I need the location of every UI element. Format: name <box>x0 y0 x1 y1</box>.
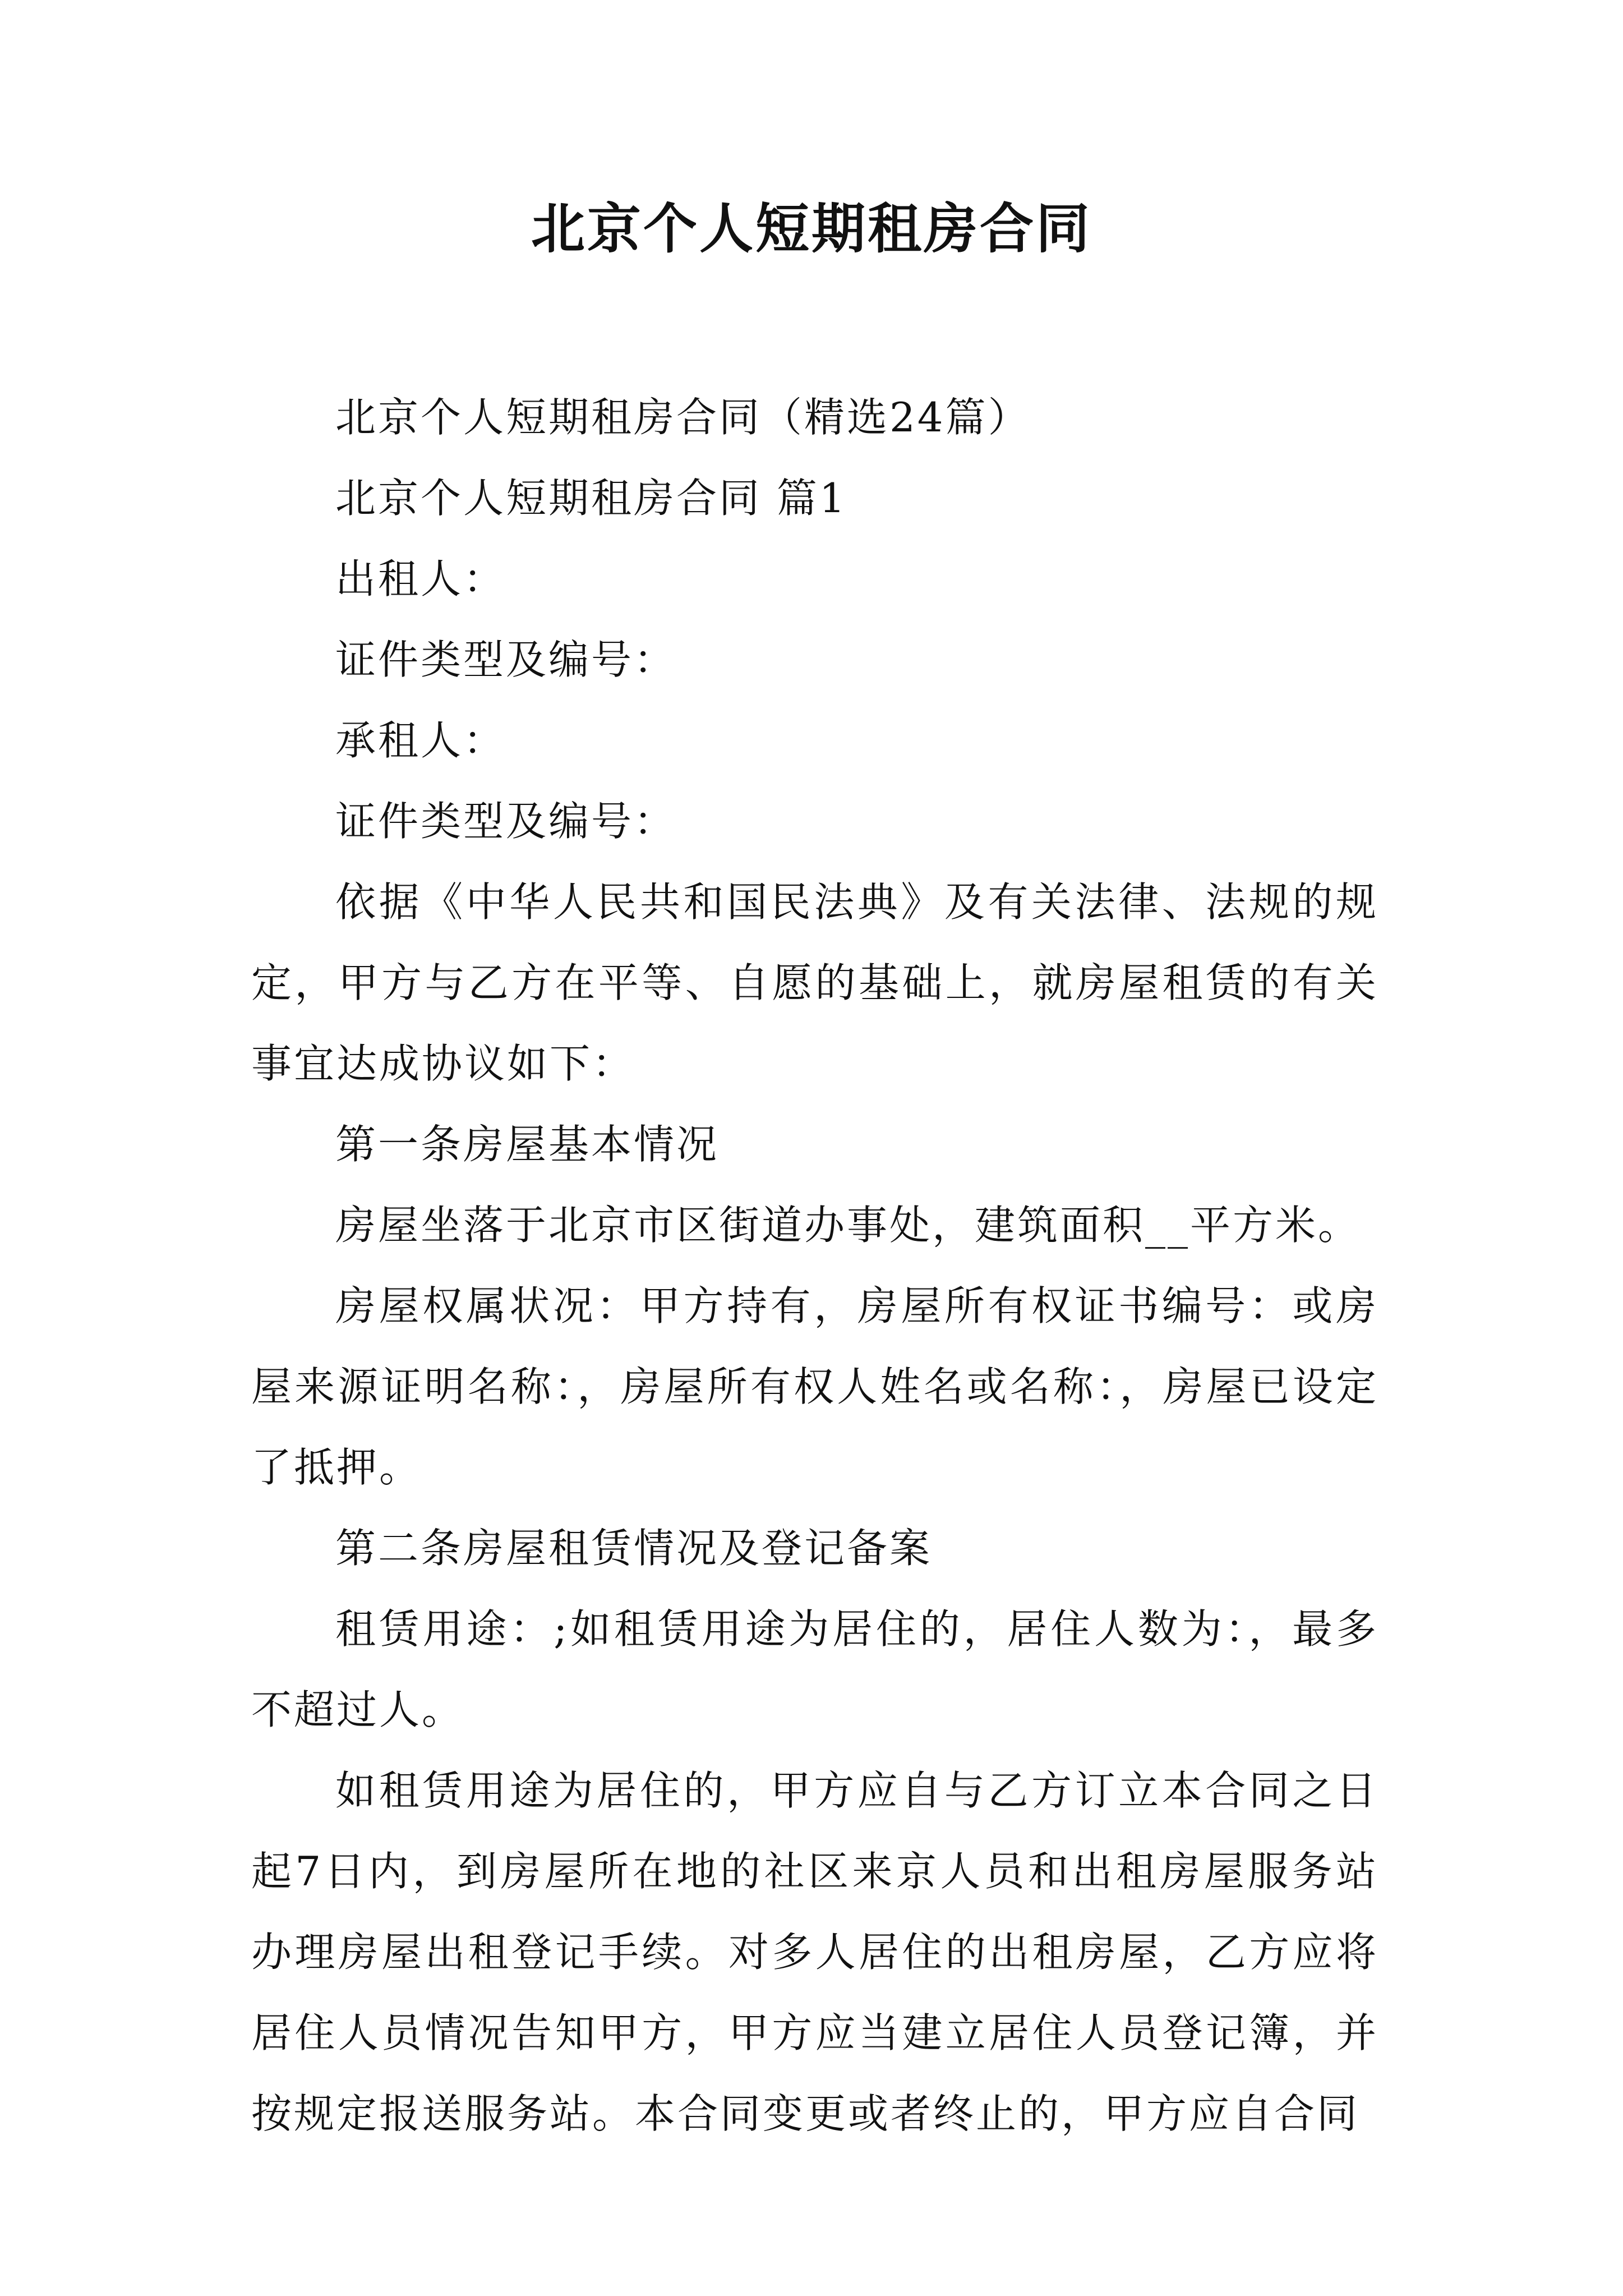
paragraph-ownership: 房屋权属状况：甲方持有，房屋所有权证书编号：或房屋来源证明名称：，房屋所有权人姓名或名称：，房屋已设定了抵押。 <box>251 1282 1378 1491</box>
paragraph-section-heading: 北京个人短期租房合同 篇1 <box>335 475 847 522</box>
paragraph-lessor: 出租人： <box>335 555 506 602</box>
paragraph-subtitle: 北京个人短期租房合同（精选24篇） <box>335 394 1031 441</box>
paragraph-location: 房屋坐落于北京市区街道办事处，建筑面积__平方米。 <box>335 1202 1361 1249</box>
paragraph-usage: 租赁用途：;如租赁用途为居住的，居住人数为：，最多不超过人。 <box>251 1605 1378 1733</box>
paragraph-lessor-id: 证件类型及编号： <box>335 636 677 683</box>
paragraph-lessee: 承租人： <box>335 717 506 764</box>
document-title: 北京个人短期租房合同 <box>531 197 1092 260</box>
paragraph-preamble: 依据《中华人民共和国民法典》及有关法律、法规的规定，甲方与乙方在平等、自愿的基础上，就房屋租赁的有关事宜达成协议如下： <box>251 878 1378 1087</box>
paragraph-lessee-id: 证件类型及编号： <box>335 798 677 845</box>
document-body <box>251 377 1378 2154</box>
paragraph-registration: 如租赁用途为居住的，甲方应自与乙方订立本合同之日起7日内，到房屋所在地的社区来京人员和出租房屋服务站办理房屋出租登记手续。对多人居住的出租房屋，乙方应将居住人员情况告知甲方，甲方应当建立居住人员登记簿，并按规定报送服务站。本合同变更或者终止的，甲方应自合同 <box>251 1767 1378 2137</box>
paragraph-article-2-heading: 第二条房屋租赁情况及登记备案 <box>335 1525 933 1572</box>
paragraph-article-1-heading: 第一条房屋基本情况 <box>335 1121 720 1168</box>
